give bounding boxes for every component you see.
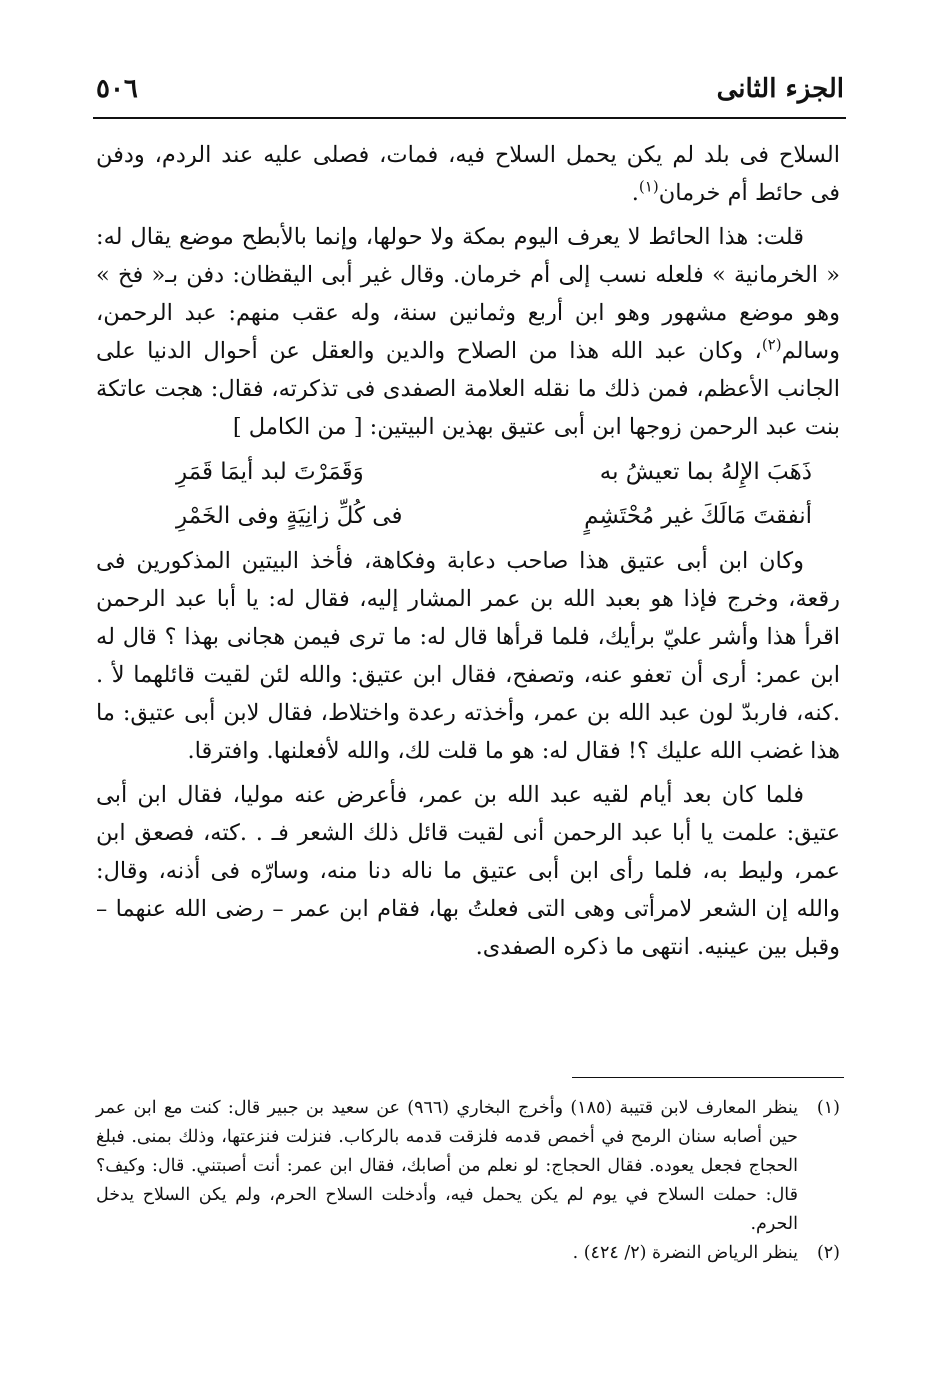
paragraph-2: قلت: هذا الحائط لا يعرف اليوم بمكة ولا حولها، وإنما بالأبطح موضع يقال له: « الخرمانية » فلعله نسب إلى أم خرمان. وقال غير أبى اليقظان: دفن بـ« فخ » وهو موضع مشهور وهو ابن أربع وثمانين سنة، وله عقب منهم: عبد الرحمن، وسالم$^{(٢)}$، وكان عبد الله هذا من الصلاح والدين والعقل عن أحوال الدنيا على الجانب الأعظم، فمن ذلك ما نقله العلامة الصفدى فى تذكرته، فقال: هجت عاتكة بنت عبد الرحمن زوجها ابن أبى عتيق بهذين البيتين: [ من الكامل ] [96, 224, 840, 440]
verse-2-first-hemistich: أنفقتَ مَالَكَ غير مُحْتَشِمٍ [584, 503, 812, 529]
paragraph-1: السلاح فى بلد لم يكن يحمل السلاح فيه، فمات، فصلى عليه عند الردم، ودفن فى حائط أم خرمان$^{(١)}$. [96, 142, 840, 206]
footnote-1-number: (١) [816, 1098, 840, 1118]
running-head-title: الجزء الثانى [716, 74, 844, 104]
footnote-2-number: (٢) [816, 1243, 840, 1263]
main-text [96, 136, 840, 966]
verse-2-second-hemistich: فى كُلِّ زانِيَةٍ وفى الخَمْرِ [176, 503, 403, 529]
footnote-separator [572, 1077, 844, 1078]
verse-line-1 [176, 450, 812, 494]
page-number: ٥٠٦ [96, 74, 138, 104]
verse-line-2 [176, 494, 812, 538]
footnote-2-text: ينظر الرياض النضرة (٢/ ٤٢٤) . [572, 1243, 798, 1263]
page-header [96, 68, 844, 108]
footnote-1-text: ينظر المعارف لابن قتيبة (١٨٥) وأخرج البخاري (٩٦٦) عن سعيد بن جبير قال: كنت مع ابن عمر حين أصابه سنان الرمح في أخمص قدمه فلزقت قدمه بالركاب. فنزلت فنزعتها، وذلك بمنى. فبلغ الحجاج فجعل يعوده. فقال الحجاج: لو نعلم من أصابك، فقال ابن عمر: أنت أصبتني. قال: وكيف؟ قال: حملت السلاح في يوم لم يكن يحمل فيه، وأدخلت السلاح الحرم، ولم يكن السلاح يدخل الحرم. [96, 1098, 798, 1234]
footnote-2 [96, 1239, 840, 1268]
poem-verses [96, 450, 840, 538]
header-rule [93, 117, 846, 119]
paragraph-3: وكان ابن أبى عتيق هذا صاحب دعابة وفكاهة، فأخذ البيتين المذكورين فى رقعة، وخرج فإذا هو بعبد الله بن عمر المشار إليه، فقال له: يا أبا عبد الرحمن اقرأ هذا وأشر عليّ برأيك، فلما قرأها قال له: ما ترى فيمن هجانى بهذا ؟ قال له ابن عمر: أرى أن تعفو عنه، وتصفح، فقال ابن عتيق: والله لئن لقيت قائلهما لأ . .كنه، فاربدّ لون عبد الله بن عمر، وأخذته رعدة واختلاط، فقال لابن أبى عتيق: ما هذا غضب الله عليك ؟! فقال له: هو ما قلت لك، والله لأفعلنها. وافترقا. [96, 548, 840, 764]
verse-1-second-hemistich: وَقَمَرْتَ لبد أيمَا قَمَرِ [176, 459, 364, 485]
footnote-ref-2: (٢) [761, 335, 782, 354]
verse-1-first-hemistich: ذَهَبَ الإِلهُ بما تعيشُ به [599, 459, 812, 485]
footnotes [96, 1094, 840, 1268]
paragraph-4: فلما كان بعد أيام لقيه عبد الله بن عمر، فأعرض عنه موليا، فقال ابن أبى عتيق: علمت يا أبا عبد الرحمن أنى لقيت قائل ذلك الشعر فـ . .كته، فصعق ابن عمر، وليط به، فلما رأى ابن أبى عتيق ما ناله دنا منه، وسارّه فى أذنه، وقال: والله إن الشعر لامرأتى وهى التى فعلتُ بها، فقام ابن عمر – رضى الله عنهما – وقبل بين عينيه. انتهى ما ذكره الصفدى. [96, 782, 840, 960]
footnote-ref-1: (١) [638, 177, 659, 196]
footnote-1 [96, 1094, 840, 1239]
